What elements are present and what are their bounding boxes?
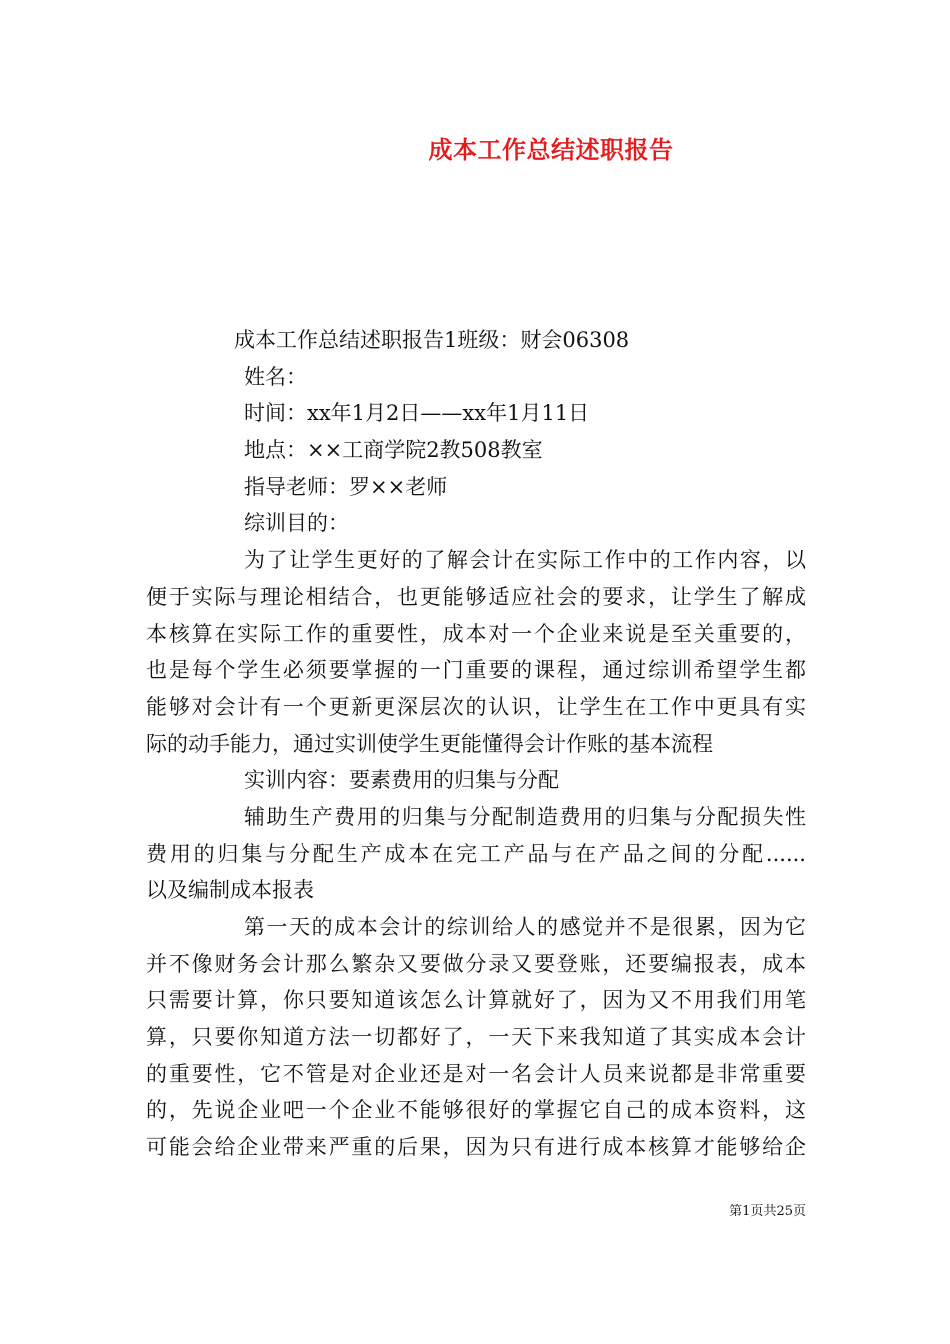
document-body [146,322,806,1166]
paragraph1-line: 际的动手能力，通过实训使学生更能懂得会计作账的基本流程 [146,731,713,756]
paragraph1-line: 能够对会计有一个更新更深层次的认识，让学生在工作中更具有实 [146,694,806,719]
paragraph3-line: 的，先说企业吧一个企业不能够很好的掌握它自己的成本资料，这 [146,1098,806,1123]
paragraph1-line: 本核算在实际工作的重要性，成本对一个企业来说是至关重要的， [146,621,806,646]
paragraph2-line: 费用的归集与分配生产成本在完工产品与在产品之间的分配...... [146,841,806,866]
page-number-footer: 第1页共25页 [729,1204,806,1219]
info-line-name: 姓名： [244,364,307,389]
info-line-purpose: 综训目的： [244,511,349,536]
paragraph1-line: 为了让学生更好的了解会计在实际工作中的工作内容，以 [244,548,806,573]
paragraph3-line: 并不像财务会计那么繁杂又要做分录又要登账，还要编报表，成本 [146,951,806,976]
paragraph3-line: 算，只要你知道方法一切都好了，一天下来我知道了其实成本会计 [146,1025,806,1050]
paragraph2-line: 辅助生产费用的归集与分配制造费用的归集与分配损失性 [244,804,806,829]
paragraph3-line: 只需要计算，你只要知道该怎么计算就好了，因为又不用我们用笔 [146,988,806,1013]
info-line-place: 地点：××工商学院2教508教室 [244,438,543,463]
paragraph1-line: 也是每个学生必须要掌握的一门重要的课程，通过综训希望学生都 [146,658,806,683]
info-line-teacher: 指导老师：罗××老师 [244,474,448,499]
info-line-time: 时间：xx年1月2日——xx年1月11日 [244,401,590,426]
paragraph2-line: 以及编制成本报表 [146,878,314,903]
paragraph3-line: 的重要性，它不管是对企业还是对一名会计人员来说都是非常重要 [146,1061,806,1086]
paragraph3-line: 第一天的成本会计的综训给人的感觉并不是很累，因为它 [244,915,806,939]
paragraph3-line: 可能会给企业带来严重的后果，因为只有进行成本核算才能够给企 [146,1135,806,1160]
info-line-class: 成本工作总结述职报告1班级：财会06308 [234,328,630,352]
paragraph1-line: 便于实际与理论相结合，也更能够适应社会的要求，让学生了解成 [146,584,806,609]
content-line: 实训内容：要素费用的归集与分配 [244,768,559,793]
document-title: 成本工作总结述职报告 [428,135,674,164]
